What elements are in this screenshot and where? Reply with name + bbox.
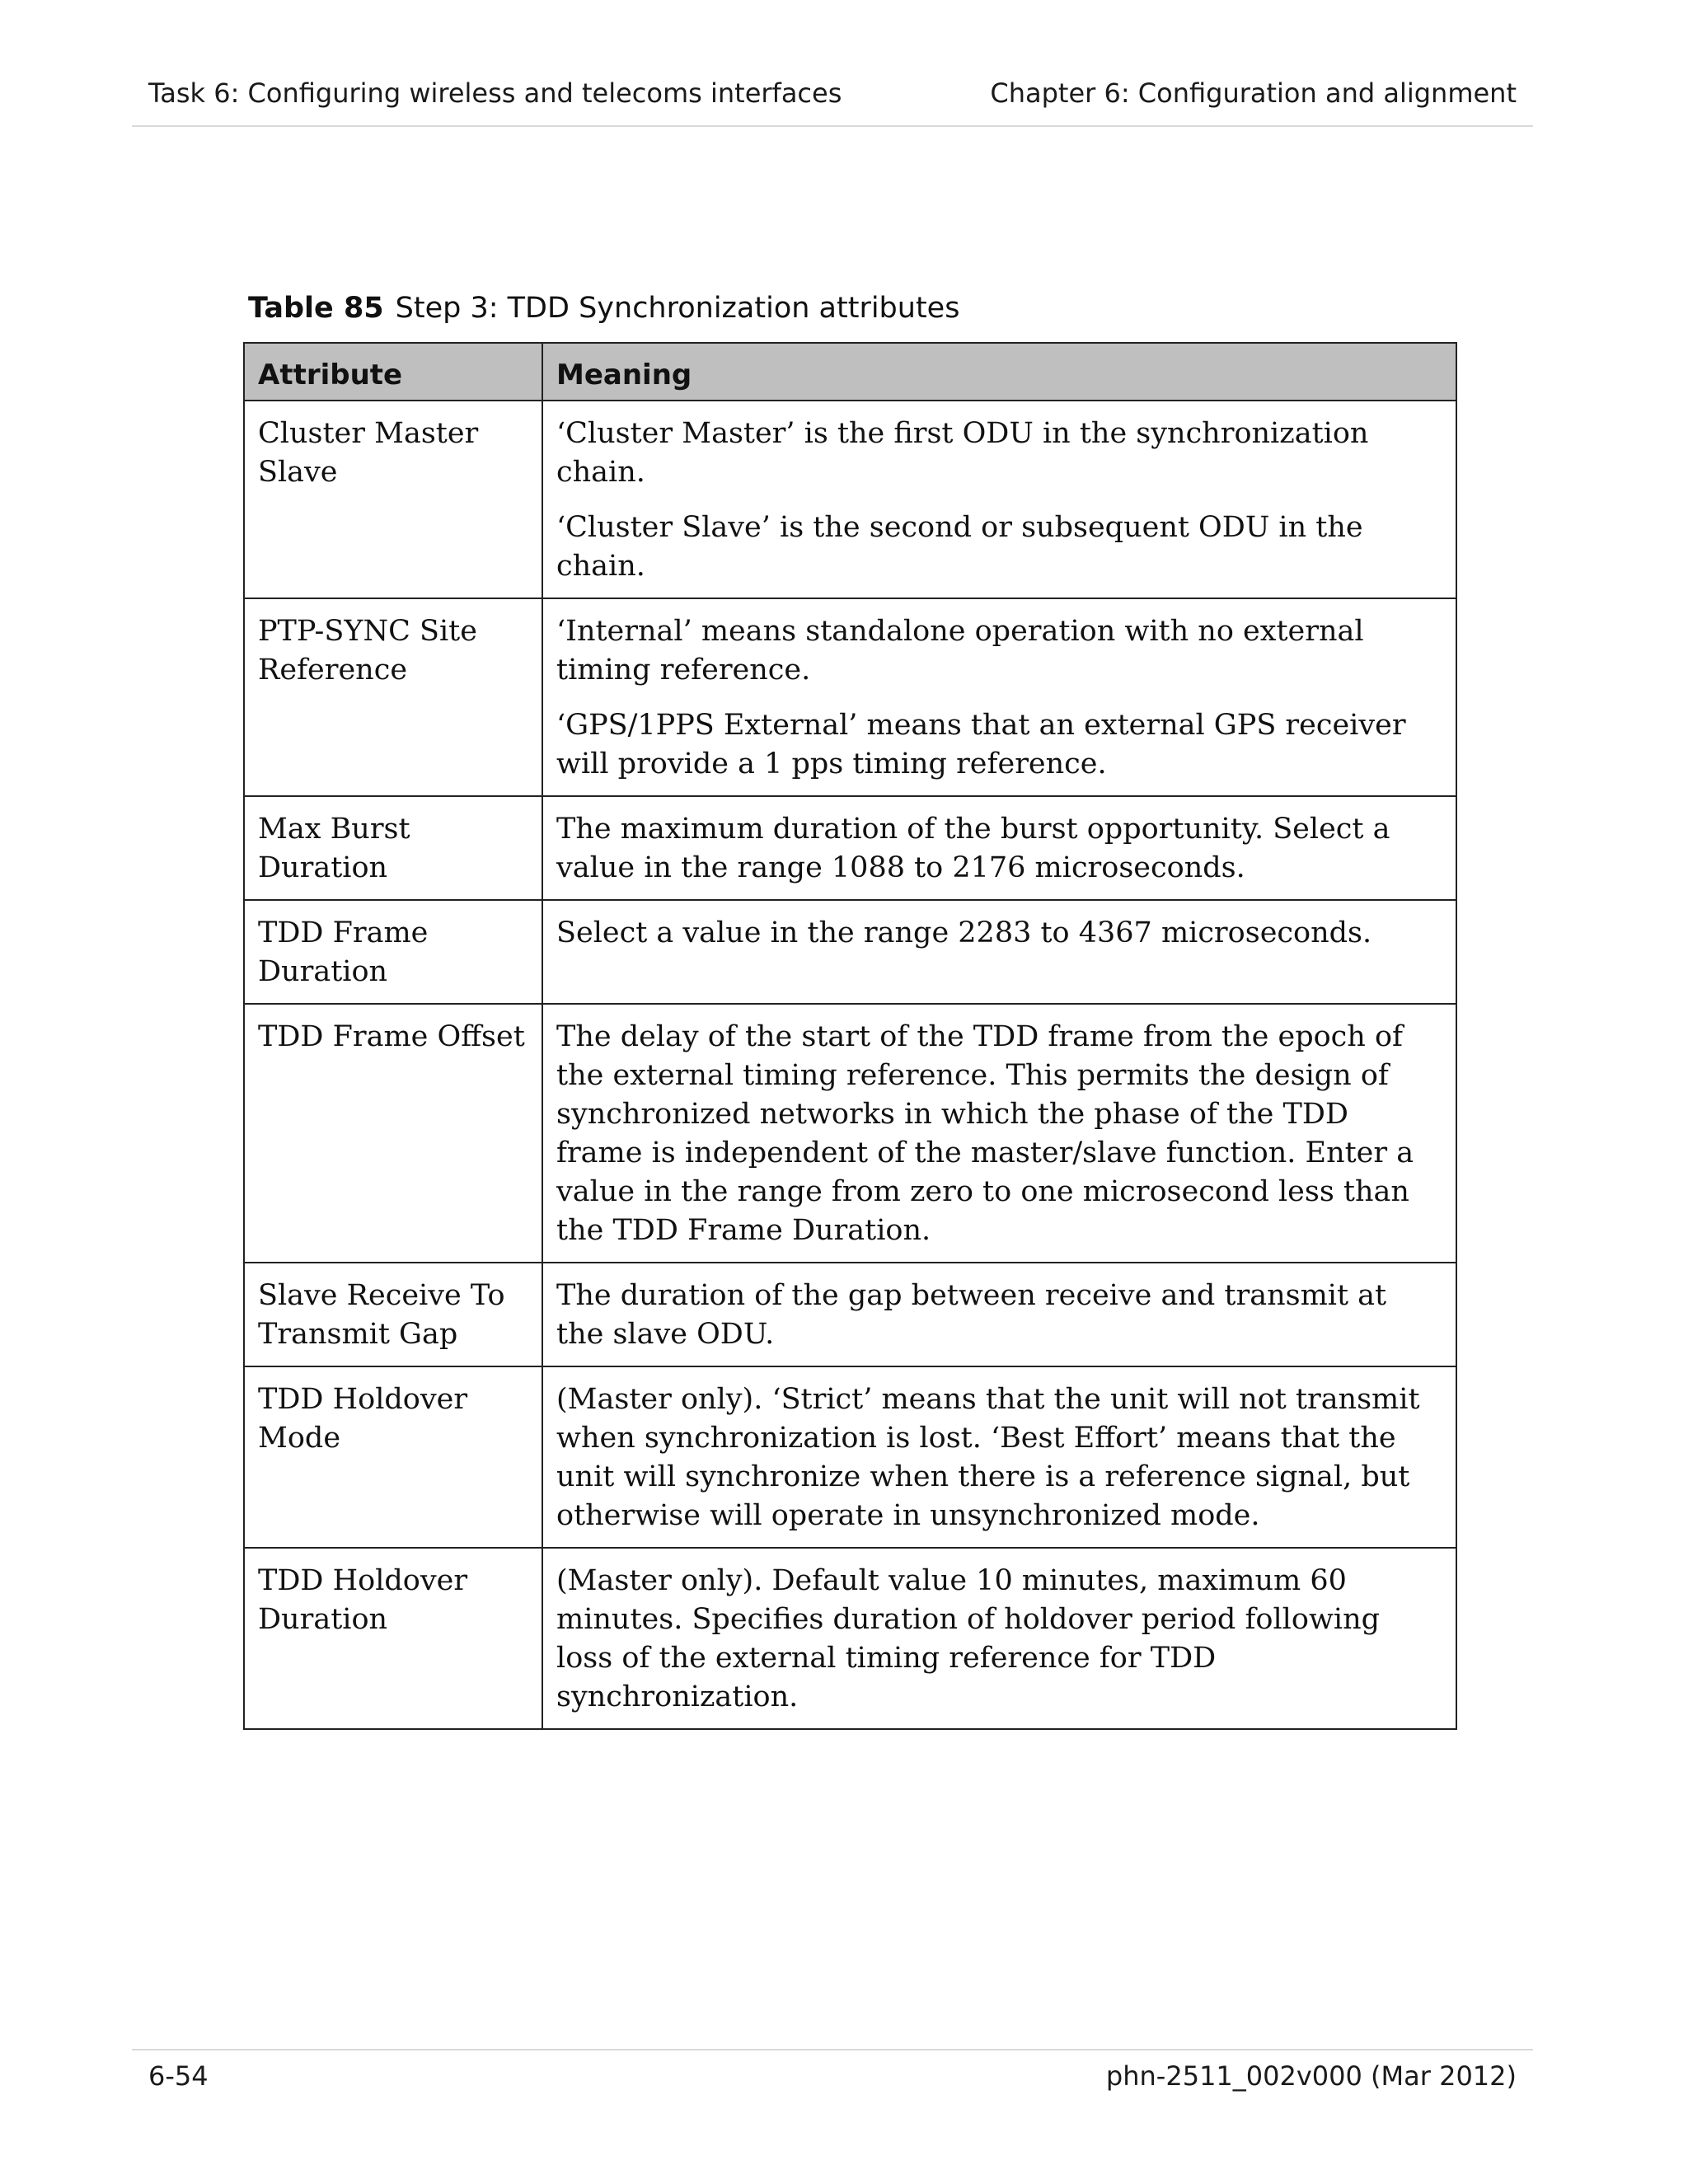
attributes-table — [243, 342, 1457, 1730]
meaning-cell — [542, 1263, 1456, 1366]
page-header — [148, 77, 1517, 120]
meaning-paragraph: ‘Internal’ means standalone operation with no external timing reference. — [556, 615, 1364, 687]
meaning-cell — [542, 900, 1456, 1004]
attribute-cell: Slave Receive To Transmit Gap — [244, 1263, 542, 1366]
meaning-paragraph: (Master only). Default value 10 minutes, maximum 60 minutes. Specifies duration of holdover period following loss of the external timing reference for TDD synchronization. — [556, 1564, 1381, 1713]
meaning-cell — [542, 598, 1456, 796]
table-title: Step 3: TDD Synchronization attributes — [395, 292, 960, 325]
attribute-cell: Cluster Master Slave — [244, 401, 542, 598]
table-row — [244, 598, 1456, 796]
table-row — [244, 1263, 1456, 1366]
table-row — [244, 401, 1456, 598]
table-header-row — [244, 343, 1456, 401]
table-row — [244, 900, 1456, 1004]
meaning-cell — [542, 401, 1456, 598]
table-number: Table 85 — [248, 292, 384, 325]
table-caption — [248, 292, 959, 325]
meaning-paragraph: The duration of the gap between receive and transmit at the slave ODU. — [556, 1279, 1387, 1351]
meaning-paragraph: ‘Cluster Slave’ is the second or subsequent ODU in the chain. — [556, 511, 1363, 583]
document-id: phn-2511_002v000 (Mar 2012) — [1105, 2060, 1517, 2092]
meaning-cell — [542, 796, 1456, 900]
attribute-cell: TDD Frame Duration — [244, 900, 542, 1004]
column-header-meaning: Meaning — [542, 343, 1456, 401]
meaning-paragraph: ‘Cluster Master’ is the first ODU in the synchronization chain. — [556, 417, 1369, 489]
meaning-paragraph: ‘GPS/1PPS External’ means that an external GPS receiver will provide a 1 pps timing reference. — [556, 709, 1406, 780]
meaning-paragraph: (Master only). ‘Strict’ means that the unit will not transmit when synchronization is lost. ‘Best Effort’ means that the unit will synchronize when there is a reference signal, but otherwise will operate in unsynchronized mode. — [556, 1383, 1420, 1532]
meaning-cell — [542, 1548, 1456, 1729]
header-chapter-title: Chapter 6: Configuration and alignment — [990, 77, 1517, 109]
header-divider — [132, 125, 1533, 127]
attribute-cell: Max Burst Duration — [244, 796, 542, 900]
table-row — [244, 1548, 1456, 1729]
meaning-paragraph: Select a value in the range 2283 to 4367 microseconds. — [556, 916, 1372, 949]
footer-divider — [132, 2049, 1533, 2050]
table-row — [244, 1366, 1456, 1548]
meaning-cell — [542, 1004, 1456, 1263]
attribute-cell: PTP-SYNC Site Reference — [244, 598, 542, 796]
table-row — [244, 796, 1456, 900]
table-row — [244, 1004, 1456, 1263]
header-section-title: Task 6: Configuring wireless and telecoms interfaces — [148, 77, 842, 109]
meaning-cell — [542, 1366, 1456, 1548]
meaning-paragraph: The delay of the start of the TDD frame from the epoch of the external timing reference. This permits the design of synchronized networks in which the phase of the TDD frame is independent of the master/slave function. Enter a value in the range from zero to one microsecond less than the TDD Frame Duration. — [556, 1020, 1414, 1247]
page-footer — [148, 2060, 1517, 2103]
column-header-attribute: Attribute — [244, 343, 542, 401]
attribute-cell: TDD Holdover Mode — [244, 1366, 542, 1548]
attribute-cell: TDD Holdover Duration — [244, 1548, 542, 1729]
meaning-paragraph: The maximum duration of the burst opportunity. Select a value in the range 1088 to 2176 microseconds. — [556, 813, 1390, 884]
attribute-cell: TDD Frame Offset — [244, 1004, 542, 1263]
page-number: 6-54 — [148, 2060, 209, 2092]
